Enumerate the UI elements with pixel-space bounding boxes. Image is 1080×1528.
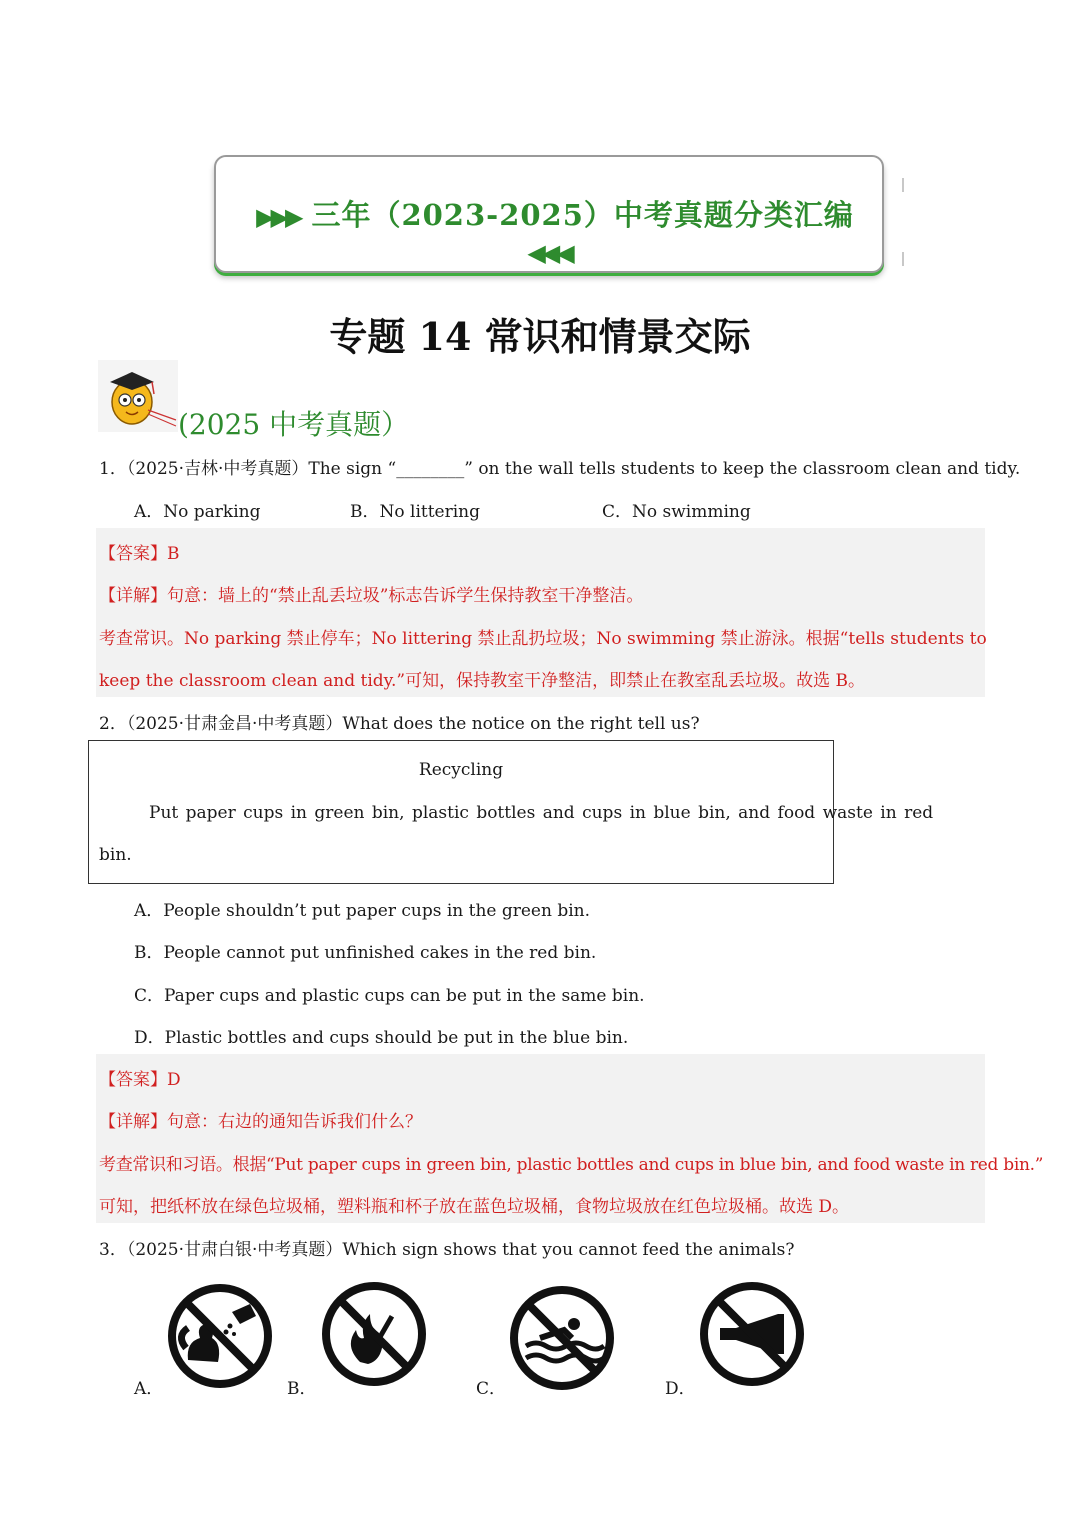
q1-option-a: A．No parking	[134, 502, 261, 522]
q1-option-c: C．No swimming	[602, 502, 751, 522]
q2-option-d: D．Plastic bottles and cups should be put in the blue bin.	[134, 1028, 629, 1048]
q2-detail-line: 【详解】句意：右边的通知告诉我们什么？	[99, 1112, 422, 1132]
no-fire-icon	[320, 1280, 428, 1388]
banner-right-arrows: ◀◀◀	[527, 238, 571, 267]
q3-option-b-label: B．	[287, 1379, 317, 1399]
q2-detail-line: 考查常识和习语。根据“Put paper cups in green bin, plastic bottles and cups in blue bin, and food waste in red bin.”	[99, 1155, 1044, 1175]
question-3-stem: 3．（2025·甘肃白银·中考真题）Which sign shows that you cannot feed the animals?	[99, 1240, 795, 1260]
q3-option-c-label: C．	[476, 1379, 507, 1399]
page-title: 专题 14 常识和情景交际	[329, 314, 751, 359]
section-heading: (2025 中考真题）	[178, 408, 410, 441]
banner-left-arrows: ▶▶▶	[256, 202, 300, 231]
question-1-stem: 1．（2025·吉林·中考真题）The sign “________” on the wall tells students to keep the classroom clean and tidy.	[99, 459, 1021, 479]
notice-title: Recycling	[418, 760, 504, 780]
no-horn-icon	[698, 1280, 806, 1388]
banner-text-pre: 三年（	[311, 198, 402, 232]
q1-option-b: B．No littering	[350, 502, 480, 522]
q2-detail-line: 可知，把纸杯放在绿色垃圾桶，塑料瓶和杯子放在蓝色垃圾桶，食物垃圾放在红色垃圾桶。故选 D。	[99, 1197, 850, 1217]
q3-option-a-label: A．	[134, 1379, 164, 1399]
no-swimming-icon	[508, 1284, 616, 1392]
notice-text: Put paper cups in green bin, plastic bottles and cups in blue bin, and food waste in red	[149, 803, 934, 823]
question-2-stem: 2．（2025·甘肃金昌·中考真题）What does the notice on the right tell us?	[99, 714, 700, 734]
recycling-notice	[88, 740, 934, 884]
banner-years: 2023-2025	[401, 198, 584, 232]
no-feeding-animals-icon	[166, 1282, 274, 1390]
q1-answer: 【答案】B	[99, 544, 180, 564]
header-banner	[214, 155, 884, 273]
q2-option-b: B．People cannot put unfinished cakes in the red bin.	[134, 943, 597, 963]
divider	[902, 178, 904, 192]
q2-answer: 【答案】D	[99, 1070, 181, 1090]
q2-option-c: C．Paper cups and plastic cups can be put in the same bin.	[134, 986, 645, 1006]
q1-detail-line: keep the classroom clean and tidy.”可知，保持教室干净整洁，即禁止在教室乱丢垃圾。故选 B。	[99, 671, 865, 691]
banner-text-post: ）中考真题分类汇编	[583, 198, 854, 232]
notice-text: bin.	[99, 845, 132, 865]
mascot-icon	[98, 360, 178, 432]
q1-detail-line: 考查常识。No parking 禁止停车；No littering 禁止乱扔垃圾；No swimming 禁止游泳。根据“tells students to	[99, 629, 987, 649]
q2-option-a: A．People shouldn’t put paper cups in the green bin.	[134, 901, 591, 921]
divider	[902, 252, 904, 266]
q1-detail-line: 【详解】句意：墙上的“禁止乱丢垃圾”标志告诉学生保持教室干净整洁。	[99, 586, 644, 606]
q3-option-d-label: D．	[665, 1379, 696, 1399]
